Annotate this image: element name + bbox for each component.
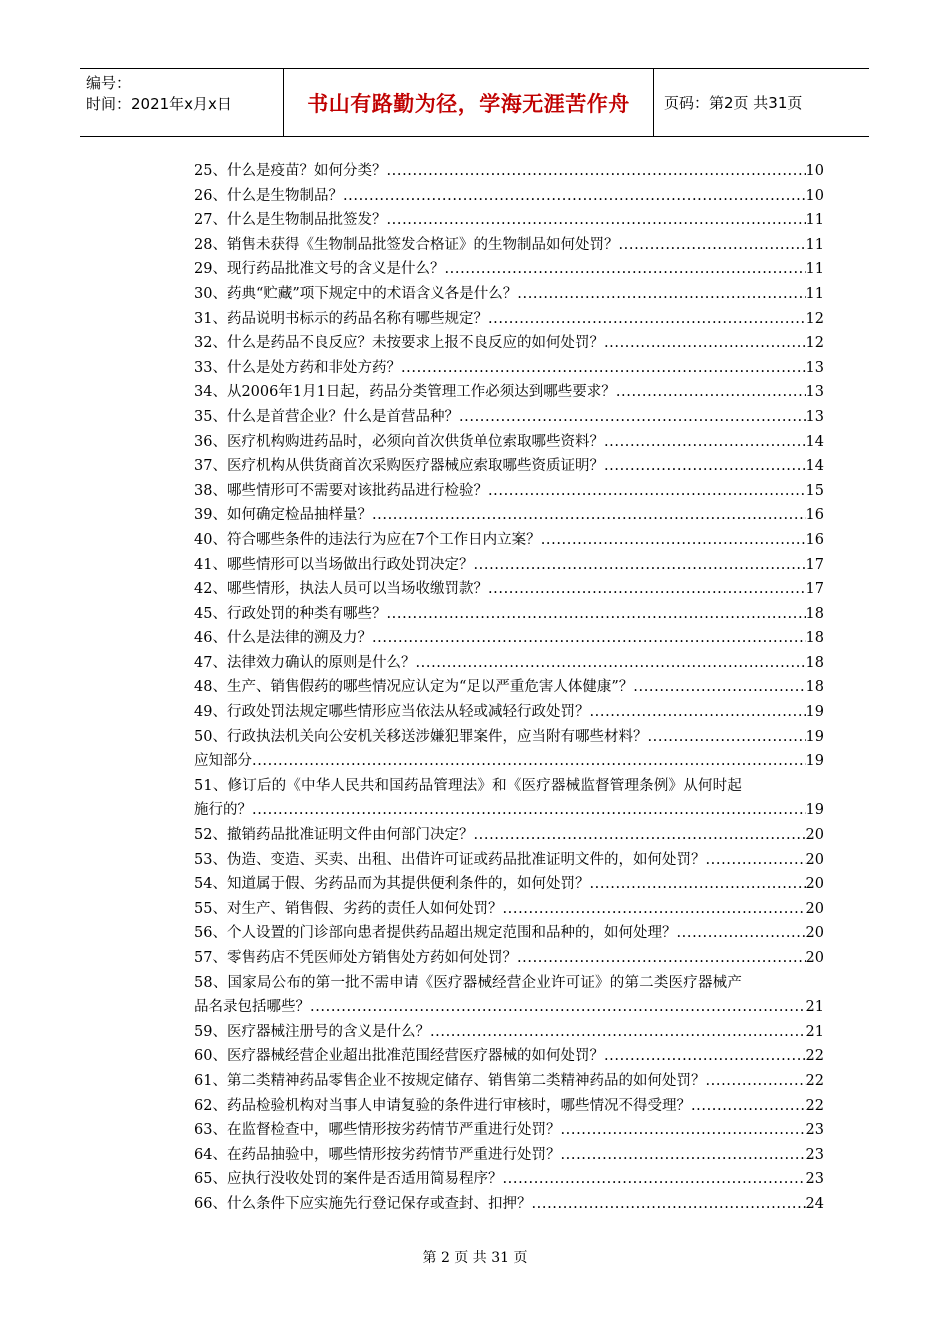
toc-entry-title: 60、医疗器械经营企业超出批准范围经营医疗器械的如何处罚？	[194, 1048, 604, 1065]
toc-entry-page-number: 11	[805, 236, 824, 253]
toc-entry-title: 54、知道属于假、劣药品而为其提供便利条件的，如何处罚？	[194, 876, 590, 893]
toc-entry-page-number: 11	[805, 261, 824, 278]
toc-dot-leader	[647, 725, 805, 750]
toc-entry-page-number: 22	[805, 1048, 824, 1065]
toc-entry[interactable]	[194, 307, 824, 332]
toc-entry[interactable]	[194, 651, 824, 676]
toc-entry-page-number: 13	[805, 384, 824, 401]
toc-entry-page-number: 18	[805, 654, 824, 671]
toc-entry[interactable]	[194, 503, 824, 528]
page-footer: 第 2 页 共 31 页	[422, 1250, 528, 1266]
toc-entry-page-number: 18	[805, 605, 824, 622]
toc-dot-leader	[633, 675, 805, 700]
toc-entry-title: 48、生产、销售假药的哪些情况应认定为“足以严重危害人体健康”？	[194, 679, 634, 696]
toc-entry[interactable]	[194, 553, 824, 578]
toc-entry[interactable]	[194, 1044, 824, 1069]
page-header	[80, 68, 869, 137]
toc-entry-page-number: 20	[805, 876, 824, 893]
toc-entry[interactable]	[194, 700, 824, 725]
toc-dot-leader	[604, 331, 806, 356]
toc-entry-page-number: 19	[805, 728, 824, 745]
toc-entry-page-number: 20	[805, 950, 824, 966]
toc-entry[interactable]	[194, 479, 824, 504]
toc-dot-leader	[604, 430, 806, 455]
table-of-contents	[194, 159, 824, 1217]
toc-entry-page-number: 11	[805, 285, 824, 302]
document-number-label: 编号：	[86, 74, 132, 92]
toc-entry[interactable]	[194, 454, 824, 479]
toc-entry[interactable]	[194, 774, 824, 823]
toc-entry-title: 50、行政执法机关向公安机关移送涉嫌犯罪案件，应当附有哪些材料？	[194, 728, 648, 745]
toc-dot-leader	[473, 553, 805, 578]
header-page-number: 页码：第2页 共31页	[664, 94, 803, 112]
toc-entry-page-number: 19	[805, 802, 824, 819]
toc-entry-title: 41、哪些情形可以当场做出行政处罚决定？	[194, 556, 474, 573]
toc-dot-leader	[444, 257, 805, 282]
toc-entry-page-number: 19	[805, 704, 824, 721]
toc-entry-title: 34、从2006年1月1日起，药品分类管理工作必须达到哪些要求？	[194, 384, 616, 401]
toc-dot-leader	[604, 1044, 806, 1069]
toc-entry-title: 25、什么是疫苗？如何分类？	[194, 163, 387, 179]
toc-entry-page-number: 10	[805, 163, 824, 179]
toc-entry[interactable]	[194, 380, 824, 405]
toc-entry[interactable]	[194, 1143, 824, 1168]
toc-entry-page-number: 24	[805, 1195, 824, 1212]
toc-entry-title: 61、第二类精神药品零售企业不按规定储存、销售第二类精神药品的如何处罚？	[194, 1072, 706, 1089]
toc-entry-title: 57、零售药店不凭医师处方销售处方药如何处罚？	[194, 950, 517, 966]
toc-entry-title: 46、什么是法律的溯及力？	[194, 630, 372, 647]
toc-dot-leader	[616, 380, 806, 405]
toc-dot-leader	[502, 897, 805, 922]
toc-entry[interactable]	[194, 257, 824, 282]
toc-entry-title: 32、什么是药品不良反应？未按要求上报不良反应的如何处罚？	[194, 335, 604, 352]
document-date-label: 时间：2021年x月x日	[86, 95, 232, 113]
toc-entry-page-number: 20	[805, 925, 824, 942]
toc-dot-leader	[531, 1192, 805, 1217]
toc-entry-title: 26、什么是生物制品？	[194, 187, 343, 204]
toc-entry[interactable]	[194, 282, 824, 307]
toc-entry-title: 40、符合哪些条件的违法行为应在7个工作日内立案？	[194, 531, 541, 548]
toc-entry-page-number: 20	[805, 851, 824, 868]
toc-dot-leader	[517, 946, 806, 971]
toc-entry[interactable]	[194, 626, 824, 651]
toc-entry-title: 53、伪造、变造、买卖、出租、出借许可证或药品批准证明文件的，如何处罚？	[194, 851, 706, 868]
toc-entry[interactable]	[194, 405, 824, 430]
toc-entry-page-number: 16	[805, 507, 824, 524]
toc-entry[interactable]	[194, 208, 824, 233]
toc-entry-title: 33、什么是处方药和非处方药？	[194, 359, 401, 376]
toc-entry[interactable]	[194, 749, 824, 774]
toc-entry[interactable]	[194, 602, 824, 627]
toc-entry-page-number: 18	[805, 679, 824, 696]
toc-dot-leader	[541, 528, 806, 553]
toc-entry[interactable]	[194, 872, 824, 897]
toc-entry[interactable]	[194, 430, 824, 455]
toc-entry-title: 应知部分	[194, 753, 252, 770]
toc-entry-page-number: 17	[805, 581, 824, 598]
toc-dot-leader	[488, 307, 806, 332]
toc-entry-title: 63、在监督检查中，哪些情形按劣药情节严重进行处罚？	[194, 1122, 561, 1139]
toc-entry-title: 38、哪些情形可不需要对该批药品进行检验？	[194, 482, 488, 499]
toc-entry[interactable]	[194, 823, 824, 848]
toc-entry-title-line1: 58、国家局公布的第一批不需申请《医疗器械经营企业许可证》的第二类医疗器械产	[194, 974, 743, 991]
toc-entry[interactable]	[194, 946, 824, 971]
toc-entry-page-number: 10	[805, 187, 824, 204]
toc-entry-page-number: 19	[805, 753, 824, 770]
toc-entry-page-number: 15	[805, 482, 824, 499]
toc-dot-leader	[560, 1118, 805, 1143]
toc-dot-leader	[386, 159, 805, 184]
toc-dot-leader	[604, 454, 806, 479]
toc-entry-page-number: 13	[805, 408, 824, 425]
toc-entry[interactable]	[194, 184, 824, 209]
toc-entry-title: 35、什么是首营企业？什么是首营品种？	[194, 408, 459, 425]
toc-entry[interactable]	[194, 1094, 824, 1119]
toc-dot-leader	[430, 1020, 806, 1045]
toc-entry[interactable]	[194, 233, 824, 258]
toc-entry-title: 品名录包括哪些？	[194, 999, 310, 1016]
toc-entry[interactable]	[194, 971, 824, 1020]
toc-entry[interactable]	[194, 356, 824, 381]
toc-entry[interactable]	[194, 725, 824, 750]
toc-dot-leader	[589, 700, 805, 725]
toc-entry-title: 45、行政处罚的种类有哪些？	[194, 605, 387, 622]
toc-entry-page-number: 21	[805, 1023, 824, 1040]
toc-dot-leader	[372, 626, 806, 651]
toc-entry-page-number: 20	[805, 827, 824, 844]
toc-entry-title: 59、医疗器械注册号的含义是什么？	[194, 1023, 430, 1040]
toc-dot-leader	[705, 848, 805, 873]
toc-dot-leader	[343, 184, 806, 209]
toc-entry[interactable]	[194, 675, 824, 700]
toc-entry-page-number: 12	[805, 335, 824, 352]
toc-entry-page-number: 23	[805, 1171, 824, 1188]
toc-entry-title: 47、法律效力确认的原则是什么？	[194, 654, 416, 671]
toc-entry-page-number: 20	[805, 900, 824, 917]
toc-entry-page-number: 11	[805, 212, 824, 229]
toc-entry-title: 施行的？	[194, 802, 252, 819]
toc-entry-title: 49、行政处罚法规定哪些情形应当依法从轻或减轻行政处罚？	[194, 704, 590, 721]
toc-entry-title: 66、什么条件下应实施先行登记保存或查封、扣押？	[194, 1195, 532, 1212]
toc-entry-page-number: 12	[805, 310, 824, 327]
toc-entry[interactable]	[194, 1118, 824, 1143]
toc-entry-title: 30、药典“贮藏”项下规定中的术语含义各是什么？	[194, 285, 518, 302]
toc-dot-leader	[386, 602, 805, 627]
toc-entry[interactable]	[194, 577, 824, 602]
toc-entry[interactable]	[194, 897, 824, 922]
toc-dot-leader	[589, 872, 805, 897]
toc-dot-leader	[676, 921, 805, 946]
toc-entry-page-number: 17	[805, 556, 824, 573]
toc-dot-leader	[473, 823, 805, 848]
toc-dot-leader	[618, 233, 805, 258]
toc-dot-leader	[691, 1094, 806, 1119]
toc-dot-leader	[415, 651, 805, 676]
toc-entry-title: 29、现行药品批准文号的含义是什么？	[194, 261, 445, 278]
toc-entry-page-number: 23	[805, 1122, 824, 1139]
toc-entry-page-number: 22	[805, 1097, 824, 1114]
toc-entry-title: 65、应执行没收处罚的案件是否适用简易程序？	[194, 1171, 503, 1188]
toc-entry-title: 42、哪些情形，执法人员可以当场收缴罚款？	[194, 581, 488, 598]
toc-dot-leader	[488, 479, 806, 504]
header-motto: 书山有路勤为径，学海无涯苦作舟	[283, 69, 654, 136]
toc-entry-title: 56、个人设置的门诊部向患者提供药品超出规定范围和品种的，如何处理？	[194, 925, 677, 942]
toc-entry-page-number: 14	[805, 458, 824, 475]
toc-entry-page-number: 22	[805, 1072, 824, 1089]
toc-entry[interactable]	[194, 331, 824, 356]
header-meta	[80, 69, 283, 136]
toc-dot-leader	[401, 356, 806, 381]
toc-entry-title-line1: 51、修订后的《中华人民共和国药品管理法》和《医疗器械监督管理条例》从何时起	[194, 777, 743, 794]
toc-entry-title: 55、对生产、销售假、劣药的责任人如何处罚？	[194, 900, 503, 917]
toc-dot-leader	[517, 282, 805, 307]
toc-entry[interactable]	[194, 159, 824, 184]
toc-dot-leader	[502, 1167, 805, 1192]
toc-entry-title: 64、在药品抽验中，哪些情形按劣药情节严重进行处罚？	[194, 1146, 561, 1163]
toc-entry[interactable]	[194, 1020, 824, 1045]
toc-entry-page-number: 18	[805, 630, 824, 647]
toc-entry[interactable]	[194, 528, 824, 553]
toc-entry[interactable]	[194, 1167, 824, 1192]
toc-entry-title: 39、如何确定检品抽样量？	[194, 507, 372, 524]
toc-entry-title: 28、销售未获得《生物制品批签发合格证》的生物制品如何处罚？	[194, 236, 619, 253]
toc-entry[interactable]	[194, 1069, 824, 1094]
toc-entry-page-number: 21	[805, 999, 824, 1016]
toc-entry-title: 37、医疗机构从供货商首次采购医疗器械应索取哪些资质证明？	[194, 458, 604, 475]
toc-entry-title: 31、药品说明书标示的药品名称有哪些规定？	[194, 310, 488, 327]
toc-dot-leader	[310, 995, 806, 1020]
toc-entry-page-number: 14	[805, 433, 824, 450]
toc-entry[interactable]	[194, 848, 824, 873]
toc-entry-page-number: 16	[805, 531, 824, 548]
toc-dot-leader	[386, 208, 805, 233]
toc-dot-leader	[459, 405, 806, 430]
toc-entry-title: 62、药品检验机构对当事人申请复验的条件进行审核时，哪些情况不得受理？	[194, 1097, 691, 1114]
toc-dot-leader	[488, 577, 806, 602]
toc-entry-title: 36、医疗机构购进药品时，必须向首次供货单位索取哪些资料？	[194, 433, 604, 450]
toc-dot-leader	[372, 503, 806, 528]
toc-entry-title: 52、撤销药品批准证明文件由何部门决定？	[194, 827, 474, 844]
toc-entry[interactable]	[194, 921, 824, 946]
toc-entry-page-number: 13	[805, 359, 824, 376]
toc-entry-page-number: 23	[805, 1146, 824, 1163]
toc-dot-leader	[252, 749, 806, 774]
toc-entry[interactable]	[194, 1192, 824, 1217]
toc-dot-leader	[560, 1143, 805, 1168]
toc-entry-title: 27、什么是生物制品批签发？	[194, 212, 387, 229]
toc-dot-leader	[705, 1069, 805, 1094]
toc-dot-leader	[252, 798, 806, 823]
